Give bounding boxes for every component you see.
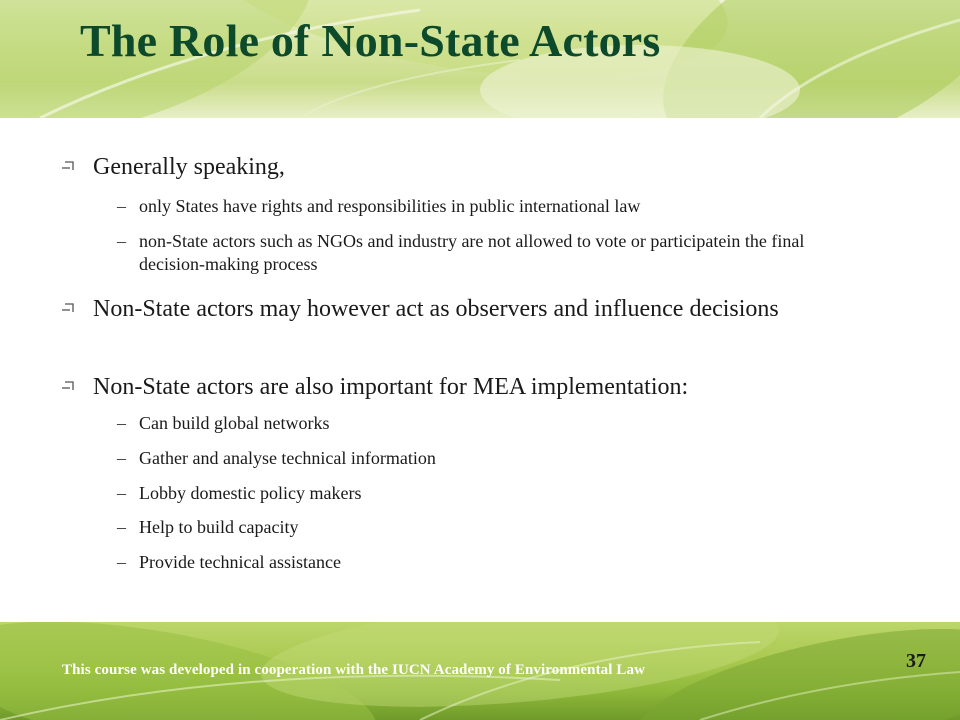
checkbox-bullet-icon	[60, 158, 78, 176]
bullet-text: Non-State actors may however act as observers and influence decisions	[93, 296, 779, 322]
sub-bullet-text: Can build global networks	[139, 413, 330, 433]
dash-marker: –	[117, 413, 126, 433]
dash-marker: –	[117, 483, 126, 503]
sub-bullet-text: Gather and analyse technical information	[139, 448, 436, 468]
checkbox-bullet-icon	[60, 378, 78, 396]
dash-marker: –	[117, 231, 126, 251]
footer-credit: This course was developed in cooperation with the IUCN Academy of Environmental Law	[62, 662, 646, 678]
dash-marker: –	[117, 552, 126, 572]
dash-marker: –	[117, 448, 126, 468]
bullet-text: Non-State actors are also important for MEA implementation:	[93, 374, 689, 400]
sub-bullet-text: only States have rights and responsibilities in public international law	[139, 196, 641, 216]
dash-marker: –	[117, 196, 126, 216]
page-number: 37	[906, 650, 926, 672]
dash-marker: –	[117, 517, 126, 537]
sub-bullet-text: Provide technical assistance	[139, 552, 341, 572]
bullet-text: Generally speaking,	[93, 154, 285, 180]
slide-title: The Role of Non-State Actors	[80, 15, 661, 66]
sub-bullet-text: Lobby domestic policy makers	[139, 483, 362, 503]
sub-bullet-text: Help to build capacity	[139, 517, 299, 537]
checkbox-bullet-icon	[60, 300, 78, 318]
sub-bullet-text: non-State actors such as NGOs and industry are not allowed to vote or participatein the final decision-making process	[139, 231, 805, 274]
